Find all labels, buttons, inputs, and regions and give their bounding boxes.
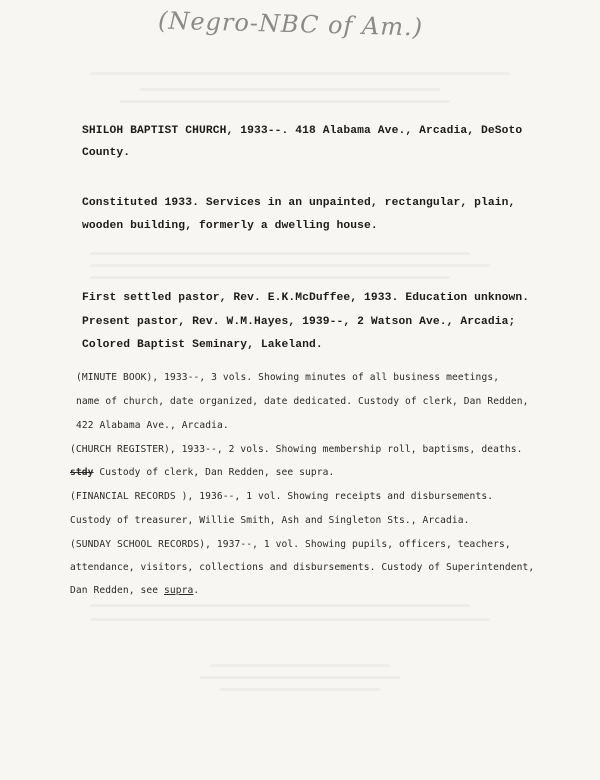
church-heading-line-1: SHILOH BAPTIST CHURCH, 1933--. 418 Alabama Ave., Arcadia, DeSoto <box>82 125 523 137</box>
bleed-through-mark <box>120 100 450 103</box>
church-register-line-2 <box>70 467 334 478</box>
church-register-line-1: (CHURCH REGISTER), 1933--, 2 vols. Showing membership roll, baptisms, deaths. <box>70 444 523 455</box>
bleed-through-mark <box>220 688 380 691</box>
bleed-through-mark <box>90 604 470 607</box>
bleed-through-mark <box>90 264 490 267</box>
handwritten-annotation: (Negro-NBC of Am.) <box>157 6 424 42</box>
sunday-school-custody: Dan Redden, see <box>70 585 165 596</box>
constituted-line-1: Constituted 1933. Services in an unpainted, rectangular, plain, <box>82 197 516 209</box>
bleed-through-mark <box>210 664 390 667</box>
sunday-school-line-1: (SUNDAY SCHOOL RECORDS), 1937--, 1 vol. Showing pupils, officers, teachers, <box>70 539 511 550</box>
sunday-school-line-2: attendance, visitors, collections and disbursements. Custody of Superintendent, <box>70 562 535 573</box>
church-register-custody: Custody of clerk, Dan Redden, see supra. <box>93 467 335 478</box>
bleed-through-mark <box>90 252 470 255</box>
bleed-through-mark <box>90 276 450 279</box>
constituted-line-2: wooden building, formerly a dwelling house. <box>82 220 378 232</box>
minute-book-line-2: name of church, date organized, date dedicated. Custody of clerk, Dan Redden, <box>76 396 529 407</box>
church-heading-line-2: County. <box>82 147 131 159</box>
supra-underlined: supra <box>164 585 194 596</box>
bleed-through-mark <box>90 72 510 75</box>
bleed-through-mark <box>90 618 490 621</box>
struck-text: stdy <box>70 467 94 478</box>
sunday-school-line-3 <box>70 585 199 596</box>
pastors-line-3: Colored Baptist Seminary, Lakeland. <box>82 339 323 351</box>
financial-records-line-1: (FINANCIAL RECORDS ), 1936--, 1 vol. Showing receipts and disbursements. <box>70 491 494 502</box>
pastors-line-1: First settled pastor, Rev. E.K.McDuffee, 1933. Education unknown. <box>82 292 530 304</box>
financial-records-line-2: Custody of treasurer, Willie Smith, Ash and Singleton Sts., Arcadia. <box>70 515 470 526</box>
sunday-school-period: . <box>193 585 200 596</box>
bleed-through-mark <box>200 676 400 679</box>
minute-book-line-3: 422 Alabama Ave., Arcadia. <box>76 420 229 431</box>
bleed-through-mark <box>140 88 440 91</box>
pastors-line-2: Present pastor, Rev. W.M.Hayes, 1939--, 2 Watson Ave., Arcadia; <box>82 316 516 328</box>
minute-book-line-1: (MINUTE BOOK), 1933--, 3 vols. Showing minutes of all business meetings, <box>76 372 500 383</box>
